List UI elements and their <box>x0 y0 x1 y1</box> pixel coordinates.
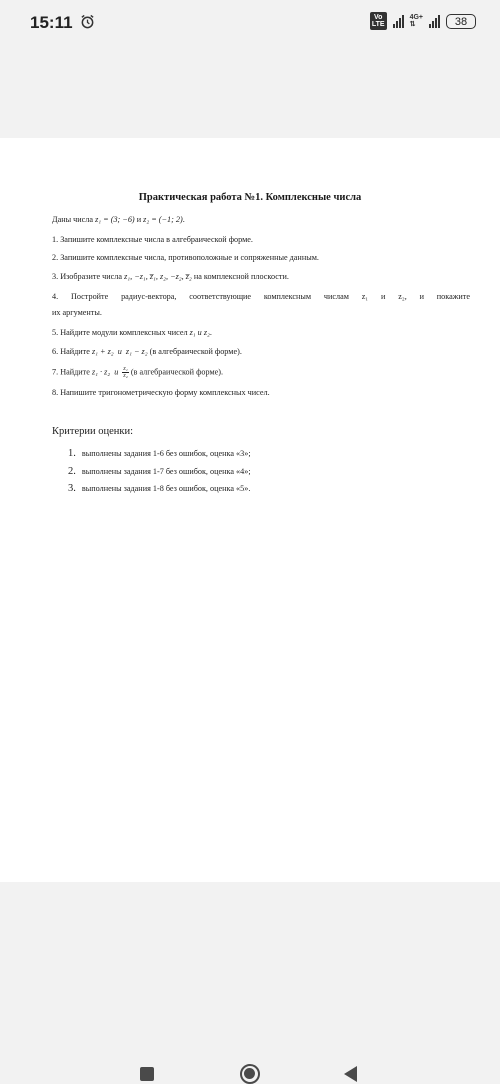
signal-bars-icon <box>393 14 404 28</box>
criteria-item: 3. выполнены задания 1-8 без ошибок, оценка «5». <box>68 483 251 494</box>
network-type: 4G+ ⇅ <box>409 14 423 28</box>
circle-home-icon[interactable] <box>240 1064 260 1084</box>
task-8: 8. Напишите тригонометрическую форму комплексных чисел. <box>52 388 270 397</box>
battery-icon: 38 <box>446 14 476 29</box>
task-3: 3. Изобразите числа z₁, −z₁, z̅₁, z₂, −z₂, z̅₂ на комплексной плоскости. <box>52 272 289 281</box>
volte-badge: Vo LTE <box>371 14 385 28</box>
square-recents-icon[interactable] <box>140 1067 154 1081</box>
status-bar <box>0 0 500 50</box>
document-page <box>0 138 500 882</box>
navigation-bar <box>0 1040 500 1083</box>
criteria-item: 2. выполнены задания 1-7 без ошибок, оценка «4»; <box>68 466 251 477</box>
alarm-clock-icon <box>80 14 95 29</box>
given-numbers: Даны числа z₁ = (3; −6) и z₂ = (−1; 2). <box>52 215 185 224</box>
fraction: $\frac{\text{z₁}}{\text{z₂}}$ <box>123 366 128 379</box>
criteria-item: 1. выполнены задания 1-6 без ошибок, оценка «3»; <box>68 448 251 459</box>
status-icons <box>370 12 476 30</box>
signal-bars-icon-2 <box>429 14 440 28</box>
status-time: 15:11 <box>30 13 73 32</box>
criteria-title: Критерии оценки: <box>52 426 134 437</box>
task-5: 5. Найдите модули комплексных чисел z₁ и z₂. <box>52 328 212 337</box>
task-6: 6. Найдите z₁ + z₂ и z₁ − z₂ (в алгебраической форме). <box>52 347 242 356</box>
task-1: 1. Запишите комплексные числа в алгебраической форме. <box>52 235 253 244</box>
task-4-line-1: 4. Постройте радиус-вектора, соответствующие комплексным числам z₁ и z₂, и покажите <box>52 292 470 301</box>
document-title: Практическая работа №1. Комплексные числа <box>138 192 362 203</box>
task-4-line-2: их аргументы. <box>52 308 102 317</box>
task-7: 7. Найдите z₁ · z₂ и $\frac{\text{z₁}}{\text{z₂}}$ (в алгебраической форме). <box>52 366 224 379</box>
task-2: 2. Запишите комплексные числа, противоположные и сопряженные данным. <box>52 253 319 262</box>
triangle-back-icon[interactable] <box>344 1066 357 1082</box>
